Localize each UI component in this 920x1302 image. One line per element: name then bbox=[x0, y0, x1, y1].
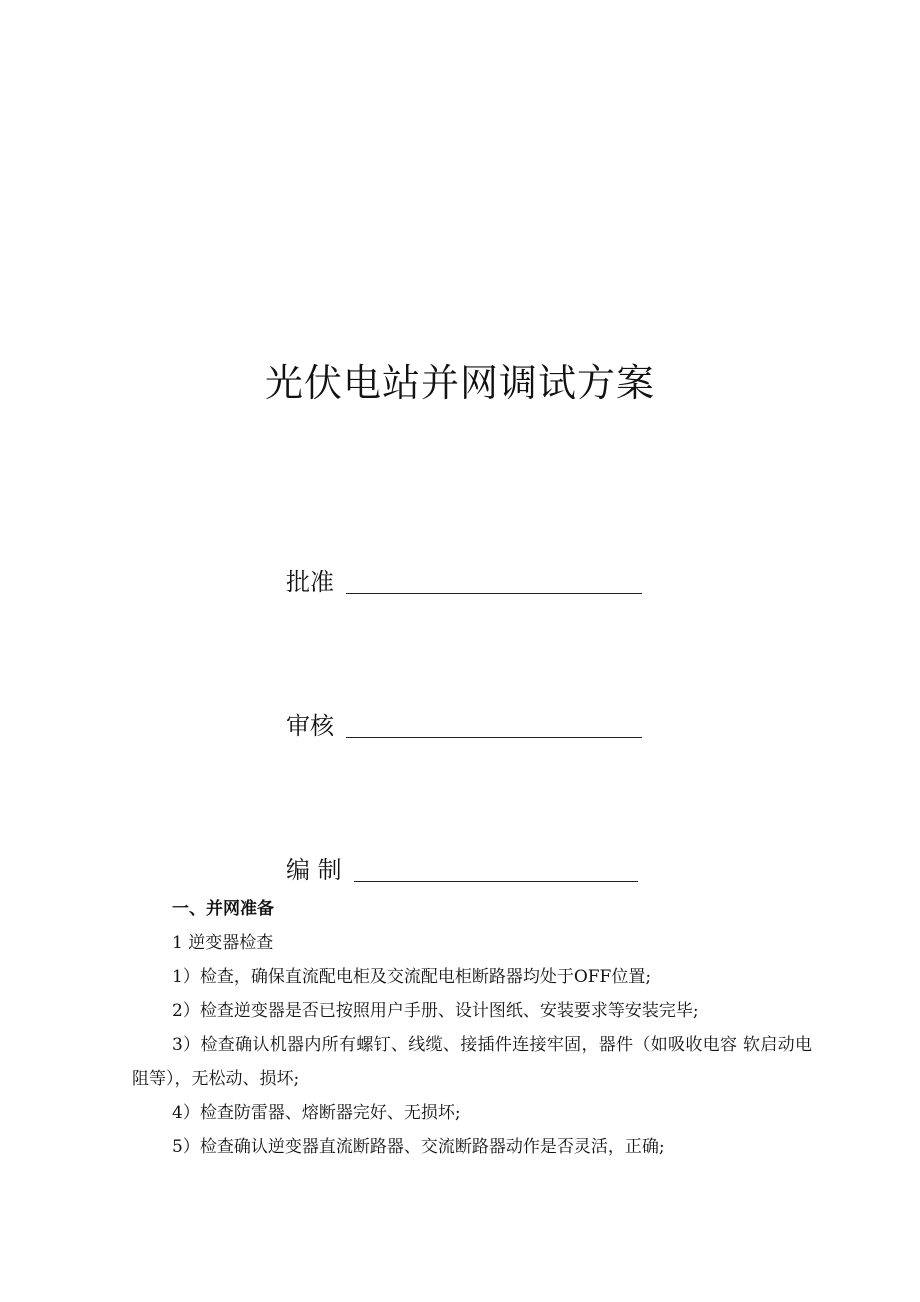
section-heading: 一、并网准备 bbox=[172, 899, 274, 919]
review-signature-row bbox=[286, 704, 642, 740]
compile-signature-row bbox=[286, 848, 638, 884]
subsection-heading: 1 逆变器检查 bbox=[172, 933, 274, 953]
approve-label: 批准 bbox=[286, 568, 334, 596]
review-label: 审核 bbox=[286, 712, 334, 740]
list-item: 4）检查防雷器、熔断器完好、无损坏; bbox=[172, 1103, 461, 1123]
list-item: 5）检查确认逆变器直流断路器、交流断路器动作是否灵活，正确; bbox=[172, 1137, 665, 1157]
list-item: 2）检查逆变器是否已按照用户手册、设计图纸、安装要求等安装完毕; bbox=[172, 1001, 699, 1021]
document-body bbox=[132, 892, 812, 1164]
list-item: 1）检查，确保直流配电柜及交流配电柜断路器均处于OFF位置; bbox=[172, 967, 652, 987]
compile-signature-line bbox=[354, 861, 638, 882]
approve-signature-row bbox=[286, 560, 642, 596]
review-signature-line bbox=[346, 717, 642, 738]
compile-label: 编 制 bbox=[286, 856, 342, 884]
document-title: 光伏电站并网调试方案 bbox=[264, 361, 655, 405]
list-item: 3）检查确认机器内所有螺钉、线缆、接插件连接牢固，器件（如吸收电容 软启动电阻等），无松动、损坏; bbox=[132, 1035, 812, 1089]
approve-signature-line bbox=[346, 573, 642, 594]
